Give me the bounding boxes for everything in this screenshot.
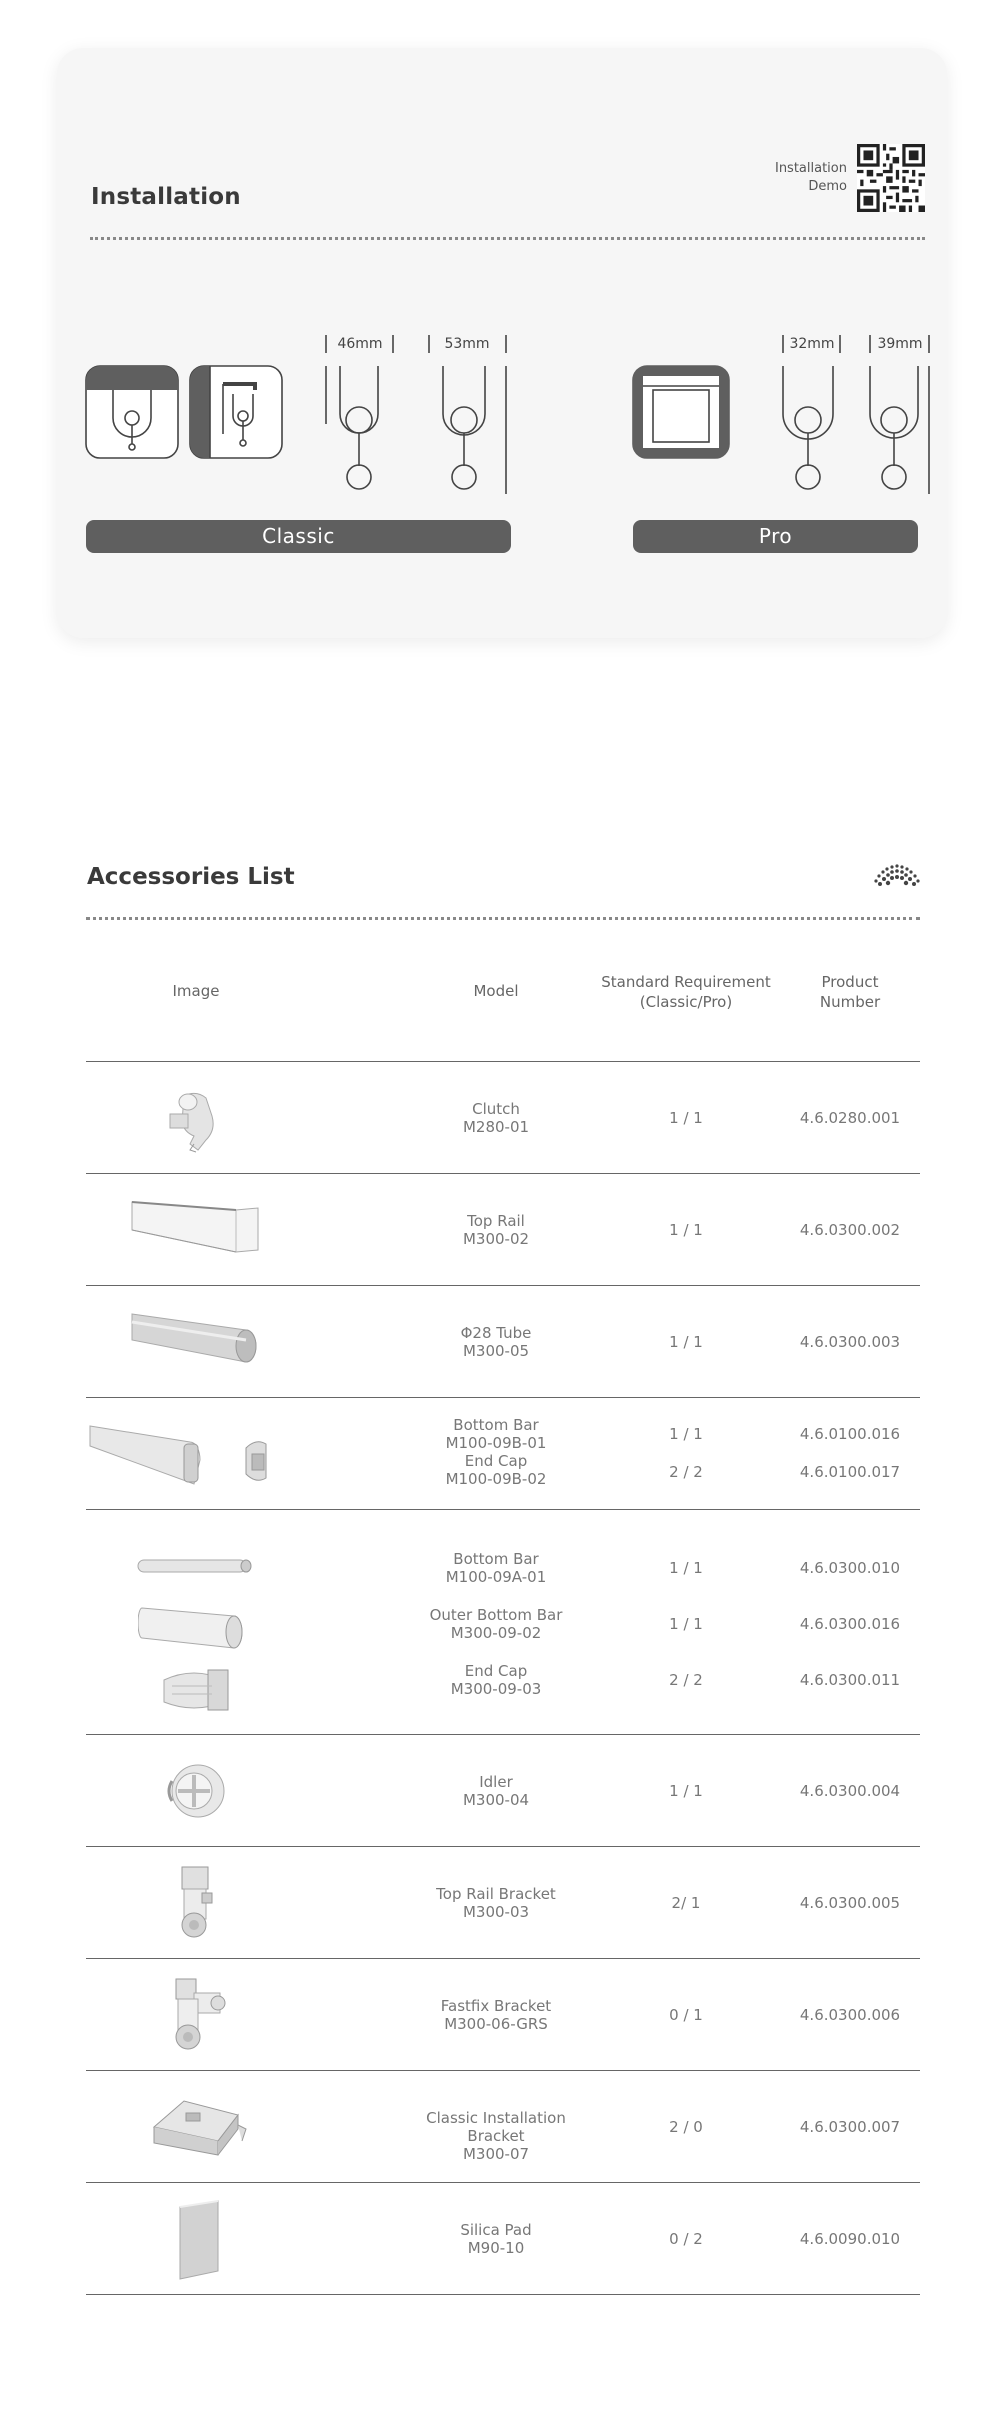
model-code: M90-10 [467,2239,525,2257]
model-name: Φ28 Tube [460,1324,532,1342]
model-cell [396,1212,596,1248]
model-cell [396,1606,596,1642]
product-number-cell: 4.6.0300.005 [799,1894,901,1912]
model-name: Silica Pad [460,2221,532,2239]
classic-label-bar: Classic [86,520,511,553]
model-name: Top Rail Bracket [436,1885,556,1903]
requirement-cell: 1 / 1 [669,1782,703,1800]
pro-mount-icon [633,366,729,458]
requirement-cell: 2 / 2 [669,1671,703,1689]
requirement-cell: 0 / 1 [669,2006,703,2024]
model-code: M100-09B-02 [445,1470,547,1488]
model-name: Clutch [472,1100,520,1118]
model-code: M300-07 [462,2145,530,2163]
requirement-cell: 1 / 1 [669,1333,703,1351]
bottom-bar-a-image [136,1554,256,1578]
header-model: Model [473,982,519,1000]
model-cell [396,1416,596,1488]
product-number-cell: 4.6.0090.010 [799,2230,901,2248]
requirement-cell: 0 / 2 [669,2230,703,2248]
dimension-label-39mm: 39mm [877,336,923,352]
pro-label-bar: Pro [633,520,918,553]
model-code: M300-03 [462,1903,530,1921]
model-name: End Cap [464,1662,528,1680]
model-name: Bottom Bar [453,1416,539,1434]
pro-32mm-profile [783,335,840,489]
model-code: M300-05 [462,1342,530,1360]
pro-39mm-profile [870,335,929,494]
table-row [86,1286,920,1398]
requirement-cell: 2 / 2 [669,1463,703,1481]
idler-image [164,1759,228,1823]
installation-card [57,48,947,638]
model-code: M100-09A-01 [445,1568,547,1586]
model-name: Fastfix Bracket [440,1997,552,2015]
accessories-divider [86,917,920,920]
product-number-cell: 4.6.0300.016 [799,1615,901,1633]
classic-53mm-profile [429,335,506,494]
dimension-label-32mm: 32mm [789,336,835,352]
product-number-cell: 4.6.0300.006 [799,2006,901,2024]
product-number-cell: 4.6.0280.001 [799,1109,901,1127]
model-name: End Cap [464,1452,528,1470]
model-code: M300-09-02 [450,1624,542,1642]
header-requirement [586,972,786,1012]
model-code: M300-02 [462,1230,530,1248]
table-row [86,1174,920,1286]
model-code: M300-09-03 [450,1680,542,1698]
requirement-cell: 1 / 1 [669,1559,703,1577]
requirement-cell: 1 / 1 [669,1109,703,1127]
product-number-cell: 4.6.0100.016 [799,1425,901,1443]
model-code: M280-01 [462,1118,530,1136]
model-cell [396,1773,596,1809]
model-cell [396,2109,596,2163]
model-code: M300-04 [462,1791,530,1809]
dimension-label-53mm: 53mm [444,336,490,352]
installation-title: Installation [91,184,241,210]
accessories-table [86,922,920,2295]
model-cell [396,2221,596,2257]
table-row [86,2183,920,2295]
header-requirement-line1: Standard Requirement [601,973,771,991]
top-rail-bracket-image [172,1863,222,1943]
requirement-cell: 2/ 1 [671,1894,701,1912]
classic-installation-bracket-image [150,2097,250,2157]
brand-logo-icon [872,862,922,890]
header-requirement-line2: (Classic/Pro) [639,993,733,1011]
requirement-cell: 1 / 1 [669,1221,703,1239]
model-cell [396,1662,596,1698]
model-name: Outer Bottom Bar [429,1606,563,1624]
model-cell [396,1997,596,2033]
model-code: M100-09B-01 [445,1434,547,1452]
table-row [86,1062,920,1174]
header-image: Image [172,982,220,1000]
requirement-cell: 1 / 1 [669,1615,703,1633]
bottom-bar-end-cap-image [88,1422,298,1494]
end-cap-b-image [158,1666,238,1712]
table-header [86,922,920,1062]
model-name: Idler [479,1773,513,1791]
clutch-image [166,1088,226,1154]
model-name: Top Rail [467,1212,525,1230]
qr-label-line2: Demo [808,179,847,194]
table-row [86,2071,920,2183]
product-number-cell: 4.6.0300.007 [799,2118,901,2136]
header-product-line2: Number [819,993,881,1011]
model-code: M300-06-GRS [444,2015,548,2033]
product-number-cell: 4.6.0300.011 [799,1671,901,1689]
header-product-line1: Product [821,973,879,991]
header-product-number [780,972,920,1012]
table-row [86,1510,920,1735]
table-row [86,1398,920,1510]
model-cell [396,1100,596,1136]
product-number-cell: 4.6.0300.004 [799,1782,901,1800]
product-number-cell: 4.6.0300.010 [799,1559,901,1577]
tube-image [130,1310,262,1374]
table-row [86,1735,920,1847]
classic-ceiling-mount-icon [86,366,178,458]
model-cell [396,1885,596,1921]
requirement-cell: 1 / 1 [669,1425,703,1443]
product-number-cell: 4.6.0300.002 [799,1221,901,1239]
top-rail-image [130,1198,262,1262]
table-row [86,1959,920,2071]
outer-bottom-bar-image [138,1604,250,1652]
product-number-cell: 4.6.0300.003 [799,1333,901,1351]
model-cell [396,1324,596,1360]
product-number-cell: 4.6.0100.017 [799,1463,901,1481]
classic-wall-mount-icon [190,366,282,458]
classic-46mm-profile [326,335,393,489]
fastfix-bracket-image [166,1975,236,2055]
accessories-title: Accessories List [87,864,295,890]
requirement-cell: 2 / 0 [669,2118,703,2136]
model-name: Classic Installation Bracket [426,2109,566,2145]
silica-pad-image [174,2199,224,2281]
dimension-label-46mm: 46mm [337,336,383,352]
model-cell [396,1550,596,1586]
table-row [86,1847,920,1959]
qr-label-line1: Installation [774,161,847,176]
model-name: Bottom Bar [453,1550,539,1568]
